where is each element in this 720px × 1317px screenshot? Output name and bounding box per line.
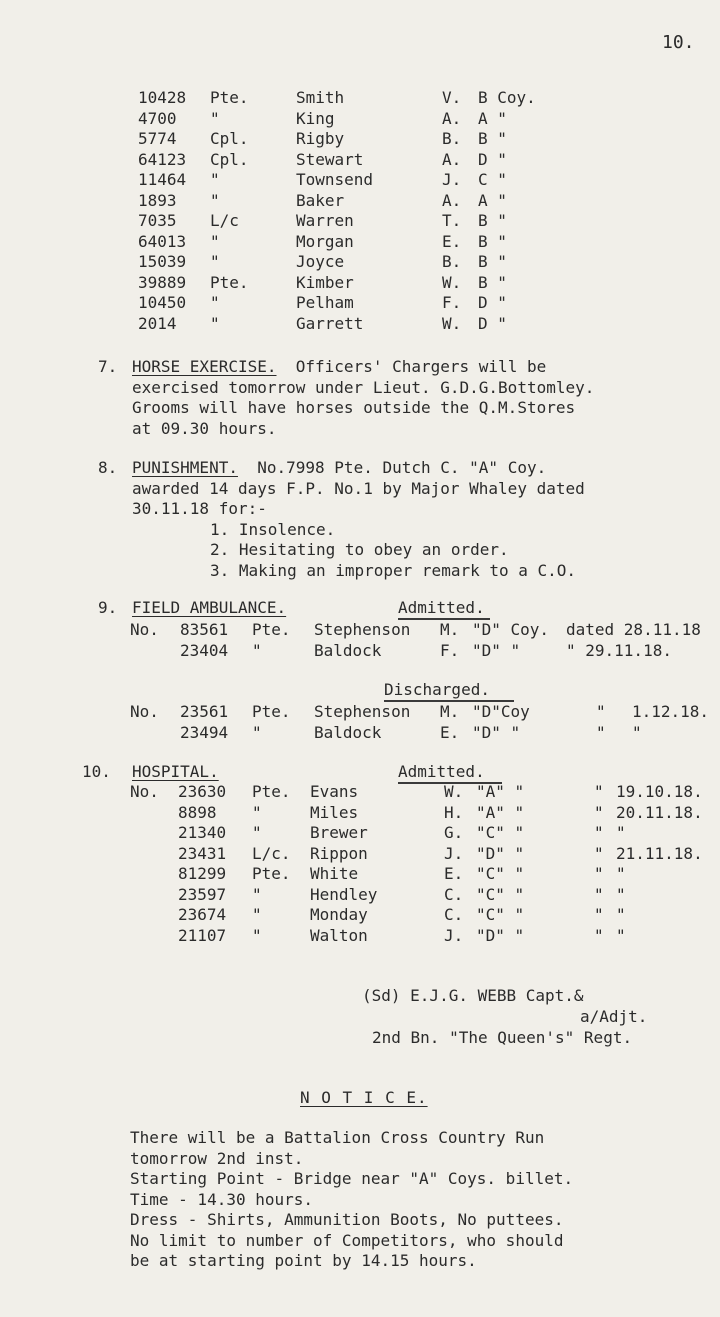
page-number: 10. xyxy=(662,32,695,53)
hospital-no: 81299 xyxy=(178,864,227,883)
roster-no: 64123 xyxy=(138,149,187,169)
section-10-number: 10. xyxy=(82,762,111,781)
notice-body xyxy=(130,1128,573,1272)
hospital-date: " xyxy=(616,823,626,842)
roster-no: 11464 xyxy=(138,170,187,189)
roster-no: 2014 xyxy=(138,313,177,333)
hospital-q: " xyxy=(594,802,604,822)
roster-rank: Cpl. xyxy=(210,149,249,169)
hospital-q: " xyxy=(594,782,604,801)
roster-name: King xyxy=(296,108,335,128)
hospital-q: " xyxy=(594,884,604,904)
hospital-coy: "C" " xyxy=(476,884,525,904)
hospital-init: C. xyxy=(444,884,464,904)
fa-discharged-init: M. xyxy=(440,702,460,721)
hospital-coy: "D" " xyxy=(476,843,525,863)
fa-discharged-pre: No. xyxy=(130,702,159,721)
fa-discharged-init: E. xyxy=(440,722,460,742)
roster-init: J. xyxy=(442,170,462,189)
hospital-name: Miles xyxy=(310,802,359,822)
hospital-coy: "A" " xyxy=(476,802,525,822)
fa-discharged-date: 1.12.18. xyxy=(632,702,710,721)
section-7-heading: HORSE EXERCISE. xyxy=(132,357,277,376)
hospital-init: G. xyxy=(444,823,464,842)
hospital-rank: " xyxy=(252,802,262,822)
section-8-number: 8. xyxy=(98,458,118,477)
hospital-date: 21.11.18. xyxy=(616,843,703,863)
section-7-number: 7. xyxy=(98,357,118,376)
fa-admitted-coy: "D" " xyxy=(472,640,521,660)
roster-name: Kimber xyxy=(296,272,354,292)
hospital-name: Evans xyxy=(310,782,359,801)
section-9-number: 9. xyxy=(98,598,118,617)
roster-rank: " xyxy=(210,231,220,251)
roster-coy: B Coy. xyxy=(478,88,536,107)
roster-coy: B " xyxy=(478,231,507,251)
roster-rank: Pte. xyxy=(210,272,249,292)
hospital-no: 21340 xyxy=(178,823,227,842)
notice-line-2: tomorrow 2nd inst. xyxy=(130,1148,304,1168)
hospital-name: Hendley xyxy=(310,884,378,904)
fa-admitted-date: dated 28.11.18 xyxy=(566,620,701,639)
hospital-init: J. xyxy=(444,843,464,863)
hospital-init: W. xyxy=(444,782,464,801)
roster-no: 4700 xyxy=(138,108,177,128)
notice-line-4: Time - 14.30 hours. xyxy=(130,1189,314,1209)
hospital-rank: " xyxy=(252,925,262,945)
fa-discharged-no: 23561 xyxy=(180,702,229,721)
hospital-q: " xyxy=(594,905,604,924)
hospital-rank: " xyxy=(252,884,262,904)
section-8-heading: PUNISHMENT. xyxy=(132,458,238,477)
hospital-init: C. xyxy=(444,905,464,924)
roster-init: W. xyxy=(442,272,462,292)
roster-coy: D " xyxy=(478,313,507,333)
section-8-item-2: 2. Hesitating to obey an order. xyxy=(210,540,509,559)
roster-name: Stewart xyxy=(296,149,364,169)
section-8-body xyxy=(132,458,585,581)
fa-discharged-rank: " xyxy=(252,722,262,742)
roster-init: E. xyxy=(442,231,462,251)
notice-line-1: There will be a Battalion Cross Country Run xyxy=(130,1128,545,1147)
roster-rank: Pte. xyxy=(210,88,249,107)
roster-no: 15039 xyxy=(138,252,187,271)
section-9-admitted-label: Admitted. xyxy=(398,598,485,617)
hospital-coy: "C" " xyxy=(476,823,525,842)
roster-coy: A " xyxy=(478,190,507,210)
roster-rank: L/c xyxy=(210,211,239,230)
hospital-coy: "D" " xyxy=(476,925,525,945)
fa-admitted-date: " 29.11.18. xyxy=(566,640,672,660)
roster-coy: D " xyxy=(478,149,507,169)
roster-name: Garrett xyxy=(296,313,364,333)
hospital-init: E. xyxy=(444,864,464,883)
roster-rank: " xyxy=(210,252,220,271)
roster-name: Morgan xyxy=(296,231,354,251)
hospital-pre: No. xyxy=(130,782,159,801)
section-8-line-3: 30.11.18 for:- xyxy=(132,499,267,518)
hospital-rank: L/c. xyxy=(252,843,291,863)
fa-admitted-rank: Pte. xyxy=(252,620,291,639)
signature-line-1: (Sd) E.J.G. WEBB Capt.& xyxy=(362,986,584,1005)
hospital-q: " xyxy=(594,864,604,883)
hospital-name: Rippon xyxy=(310,843,368,863)
hospital-name: Monday xyxy=(310,905,368,924)
fa-admitted-init: M. xyxy=(440,620,460,639)
section-7-line-1: Officers' Chargers will be xyxy=(295,357,547,376)
section-7-line-2: exercised tomorrow under Lieut. G.D.G.Bottomley. xyxy=(132,377,595,397)
roster-no: 64013 xyxy=(138,231,187,251)
notice-line-6: No limit to number of Competitors, who should xyxy=(130,1230,564,1250)
roster-rank: " xyxy=(210,293,220,312)
roster-init: T. xyxy=(442,211,462,230)
roster-name: Pelham xyxy=(296,293,354,312)
fa-admitted-no: 83561 xyxy=(180,620,229,639)
fa-admitted-pre: No. xyxy=(130,620,159,639)
hospital-name: White xyxy=(310,864,359,883)
hospital-init: J. xyxy=(444,925,464,945)
hospital-q: " xyxy=(594,823,604,842)
notice-line-5: Dress - Shirts, Ammunition Boots, No puttees. xyxy=(130,1210,564,1229)
fa-discharged-name: Baldock xyxy=(314,722,382,742)
fa-discharged-q: " xyxy=(596,702,606,721)
roster-coy: B " xyxy=(478,129,507,148)
roster-coy: B " xyxy=(478,211,507,230)
fa-admitted-no: 23404 xyxy=(180,640,229,660)
section-8-line-1: No.7998 Pte. Dutch C. "A" Coy. xyxy=(257,458,547,477)
hospital-coy: "C" " xyxy=(476,905,525,924)
hospital-date: " xyxy=(616,884,626,904)
section-7-line-3: Grooms will have horses outside the Q.M.Stores xyxy=(132,398,576,417)
roster-init: F. xyxy=(442,293,462,312)
hospital-date: " xyxy=(616,864,626,883)
fa-discharged-name: Stephenson xyxy=(314,702,411,721)
hospital-no: 23630 xyxy=(178,782,227,801)
fa-discharged-q: " xyxy=(596,722,606,742)
roster-no: 39889 xyxy=(138,272,187,292)
roster-coy: C " xyxy=(478,170,507,189)
hospital-init: H. xyxy=(444,802,464,822)
section-7-body xyxy=(132,357,594,439)
hospital-no: 21107 xyxy=(178,925,227,945)
notice-line-3: Starting Point - Bridge near "A" Coys. billet. xyxy=(130,1169,574,1188)
hospital-no: 23597 xyxy=(178,884,227,904)
section-9-discharged-label: Discharged. xyxy=(384,680,490,699)
roster-no: 10450 xyxy=(138,293,187,312)
section-10-admitted-label: Admitted. xyxy=(398,762,485,781)
fa-discharged-rank: Pte. xyxy=(252,702,291,721)
fa-discharged-coy: "D"Coy xyxy=(472,702,530,721)
roster-rank: " xyxy=(210,170,220,189)
section-9-heading: FIELD AMBULANCE. xyxy=(132,598,287,617)
notice-line-7: be at starting point by 14.15 hours. xyxy=(130,1251,477,1270)
hospital-no: 23431 xyxy=(178,843,227,863)
section-8-line-2: awarded 14 days F.P. No.1 by Major Whaley dated xyxy=(132,478,585,498)
hospital-date: " xyxy=(616,905,626,924)
roster-no: 5774 xyxy=(138,129,177,148)
section-8-item-1: 1. Insolence. xyxy=(210,519,336,539)
roster-name: Townsend xyxy=(296,170,374,189)
section-7-line-4: at 09.30 hours. xyxy=(132,418,277,438)
hospital-date: 20.11.18. xyxy=(616,802,703,822)
fa-admitted-rank: " xyxy=(252,640,262,660)
hospital-q: " xyxy=(594,843,604,863)
roster-init: B. xyxy=(442,129,462,148)
hospital-q: " xyxy=(594,925,604,945)
roster-coy: B " xyxy=(478,272,507,292)
roster-name: Rigby xyxy=(296,129,345,148)
hospital-date: " xyxy=(616,925,626,945)
roster-init: W. xyxy=(442,313,462,333)
fa-admitted-coy: "D" Coy. xyxy=(472,620,550,639)
fa-discharged-date: " xyxy=(632,722,642,742)
roster-no: 10428 xyxy=(138,88,187,107)
section-10-heading: HOSPITAL. xyxy=(132,762,219,781)
hospital-rank: Pte. xyxy=(252,782,291,801)
fa-admitted-name: Stephenson xyxy=(314,620,411,639)
roster-init: A. xyxy=(442,149,462,169)
roster-name: Smith xyxy=(296,88,345,107)
hospital-name: Brewer xyxy=(310,823,368,842)
signature-line-3: 2nd Bn. "The Queen's" Regt. xyxy=(372,1028,633,1047)
signature-line-2: a/Adjt. xyxy=(580,1007,648,1026)
roster-rank: " xyxy=(210,190,220,210)
hospital-rank: " xyxy=(252,905,262,924)
roster-init: V. xyxy=(442,88,462,107)
roster-no: 7035 xyxy=(138,211,177,230)
roster-no: 1893 xyxy=(138,190,177,210)
hospital-coy: "A" " xyxy=(476,782,525,801)
roster-coy: B " xyxy=(478,252,507,271)
roster-rank: Cpl. xyxy=(210,129,249,148)
hospital-rank: " xyxy=(252,823,262,842)
roster-coy: D " xyxy=(478,293,507,312)
roster-name: Baker xyxy=(296,190,345,210)
fa-admitted-name: Baldock xyxy=(314,640,382,660)
hospital-date: 19.10.18. xyxy=(616,782,703,801)
roster-init: A. xyxy=(442,190,462,210)
hospital-rank: Pte. xyxy=(252,864,291,883)
fa-admitted-init: F. xyxy=(440,640,460,660)
notice-heading: N O T I C E. xyxy=(300,1088,428,1107)
roster-init: B. xyxy=(442,252,462,271)
hospital-coy: "C" " xyxy=(476,864,525,883)
hospital-no: 23674 xyxy=(178,905,227,924)
roster-init: A. xyxy=(442,108,462,128)
roster-rank: " xyxy=(210,108,220,128)
roster-rank: " xyxy=(210,313,220,333)
fa-discharged-no: 23494 xyxy=(180,722,229,742)
section-8-item-3: 3. Making an improper remark to a C.O. xyxy=(210,560,577,580)
roster-coy: A " xyxy=(478,108,507,128)
roster-name: Warren xyxy=(296,211,354,230)
hospital-no: 8898 xyxy=(178,802,217,822)
roster-name: Joyce xyxy=(296,252,345,271)
hospital-name: Walton xyxy=(310,925,368,945)
fa-discharged-coy: "D" " xyxy=(472,722,521,742)
